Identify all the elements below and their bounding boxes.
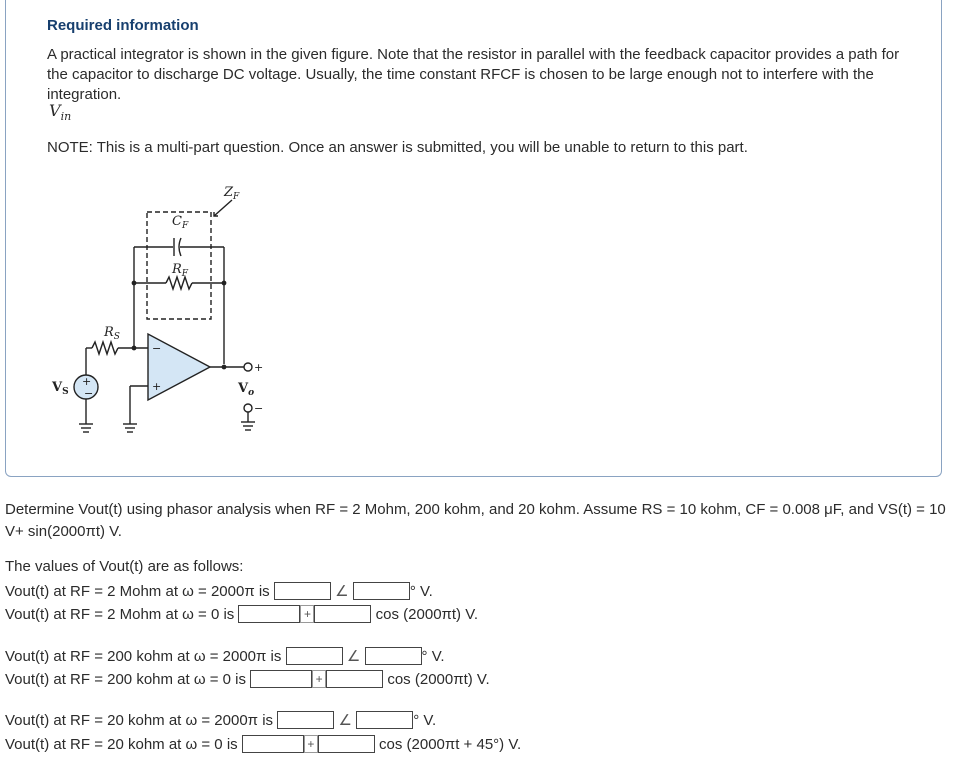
dc-input[interactable] bbox=[238, 605, 300, 623]
row-suffix: cos (2000πt + 45°) V. bbox=[379, 735, 522, 753]
ac-amplitude-input[interactable] bbox=[318, 735, 375, 753]
row-label: Vout(t) at RF = 20 kohm at ω = 0 is bbox=[5, 735, 238, 753]
opamp-minus: − bbox=[152, 342, 162, 355]
row-suffix: ° V. bbox=[413, 711, 437, 729]
vs-label: $V_S$ bbox=[52, 380, 69, 397]
ac-amplitude-input[interactable] bbox=[326, 670, 383, 688]
angle-icon: ∠ bbox=[338, 712, 352, 729]
row-label: Vout(t) at RF = 2 Mohm at ω = 0 is bbox=[5, 605, 235, 623]
magnitude-input[interactable] bbox=[274, 582, 331, 600]
row-label: Vout(t) at RF = 200 kohm at ω = 2000π is bbox=[5, 647, 282, 665]
question-prompt: Determine Vout(t) using phasor analysis when RF = 2 Mohm, 200 kohm, and 20 kohm. Assume RS = 10 kohm, CF = 0.008 μF, and VS(t) = 10 V+ sin(2000πt) V. bbox=[5, 501, 946, 540]
answer-row bbox=[5, 645, 445, 667]
answer-row bbox=[5, 733, 521, 755]
values-intro: The values of Vout(t) are as follows: bbox=[5, 558, 244, 575]
row-label: Vout(t) at RF = 200 kohm at ω = 0 is bbox=[5, 670, 246, 688]
opamp-plus: + bbox=[152, 380, 162, 393]
phase-input[interactable] bbox=[365, 647, 422, 665]
answer-row bbox=[5, 709, 436, 731]
panel-title: Required information bbox=[47, 17, 199, 34]
cf-label: $C_F$ bbox=[172, 214, 189, 231]
magnitude-input[interactable] bbox=[286, 647, 343, 665]
plus-sign: + bbox=[300, 605, 314, 623]
angle-icon: ∠ bbox=[335, 583, 349, 600]
multi-part-note: NOTE: This is a multi-part question. Once an answer is submitted, you will be unable to return to this part. bbox=[47, 139, 748, 156]
integrator-circuit-diagram bbox=[48, 172, 278, 442]
answer-row bbox=[5, 603, 478, 625]
answer-row bbox=[5, 668, 490, 690]
magnitude-input[interactable] bbox=[277, 711, 334, 729]
source-minus: − bbox=[84, 387, 94, 400]
zf-label: $Z_F$ bbox=[224, 185, 240, 202]
ac-amplitude-input[interactable] bbox=[314, 605, 371, 623]
row-suffix: cos (2000πt) V. bbox=[387, 670, 490, 688]
row-suffix: ° V. bbox=[421, 647, 445, 665]
row-suffix: ° V. bbox=[409, 582, 433, 600]
row-label: Vout(t) at RF = 20 kohm at ω = 2000π is bbox=[5, 711, 274, 729]
plus-sign: + bbox=[312, 670, 326, 688]
answer-row bbox=[5, 580, 433, 602]
dc-input[interactable] bbox=[250, 670, 312, 688]
output-minus: − bbox=[254, 402, 264, 415]
vo-label: $V_o$ bbox=[238, 381, 255, 398]
output-plus: + bbox=[254, 361, 264, 374]
rs-label: $R_S$ bbox=[104, 325, 120, 342]
phase-input[interactable] bbox=[353, 582, 410, 600]
dc-input[interactable] bbox=[242, 735, 304, 753]
phase-input[interactable] bbox=[356, 711, 413, 729]
row-label: Vout(t) at RF = 2 Mohm at ω = 2000π is bbox=[5, 582, 270, 600]
row-suffix: cos (2000πt) V. bbox=[375, 605, 479, 623]
angle-icon: ∠ bbox=[346, 648, 361, 665]
vin-label: $V_{in}$ bbox=[49, 101, 72, 124]
plus-sign: + bbox=[304, 735, 318, 753]
source-plus: + bbox=[82, 375, 92, 388]
rf-label: $R_F$ bbox=[172, 262, 189, 279]
panel-description: A practical integrator is shown in the given figure. Note that the resistor in parallel with the feedback capacitor provides a path for the capacitor to discharge DC voltage. Usually, the time constant RFCF is chosen to be large enough not to interfere with the integration. bbox=[47, 46, 900, 103]
